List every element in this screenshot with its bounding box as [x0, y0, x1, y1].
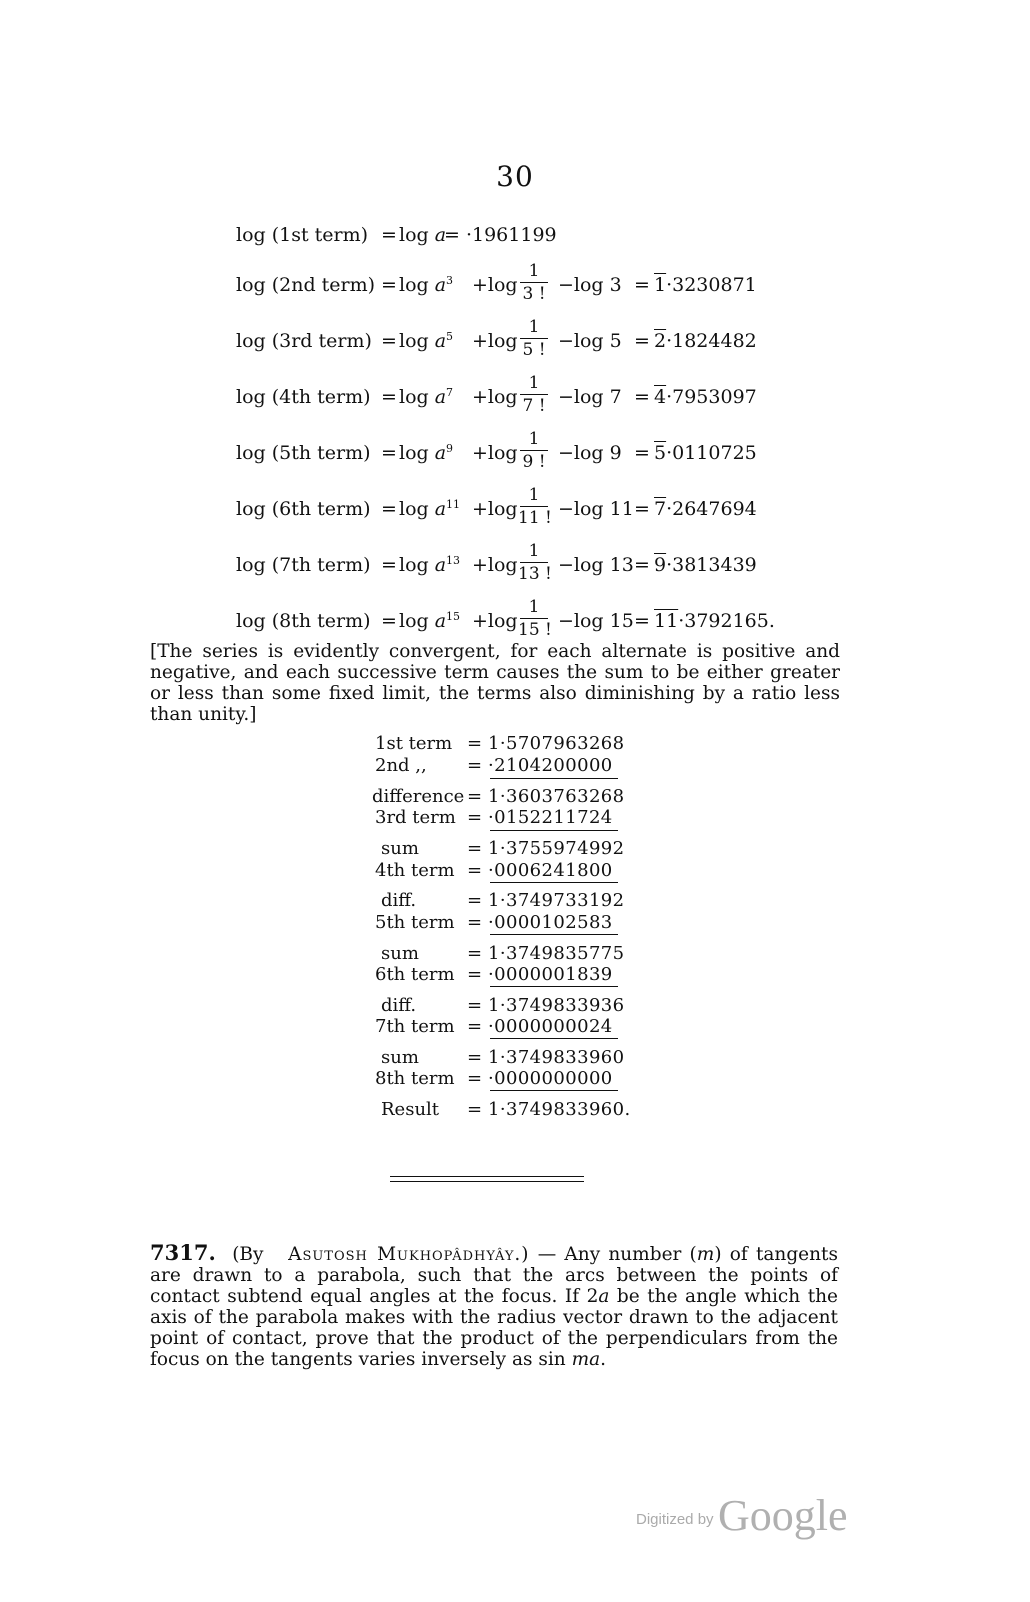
negative-characteristic: 11 — [654, 610, 679, 632]
negative-characteristic: 1 — [654, 274, 667, 296]
log-label: log (8th term) — [236, 610, 371, 632]
sum-row — [372, 860, 632, 882]
fraction — [518, 484, 550, 529]
log-a — [399, 554, 460, 576]
fraction-numerator: 1 — [528, 261, 540, 281]
fraction-numerator: 1 — [528, 485, 540, 505]
exponent: 5 — [446, 330, 454, 343]
sum-underline — [490, 778, 618, 779]
fraction — [518, 540, 550, 585]
exponent: 11 — [446, 498, 461, 511]
sum-value: ·0000102583 — [488, 912, 613, 933]
equals-sign: = — [467, 964, 483, 985]
fraction-denominator: 7 ! — [522, 396, 546, 416]
sum-underline — [490, 830, 618, 831]
result-mantissa: ·7953097 — [666, 386, 757, 408]
equals-sign: = — [467, 755, 483, 776]
minus-log: −log 9 — [558, 442, 622, 464]
sum-row — [372, 964, 632, 986]
log-label: log (6th term) — [236, 498, 371, 520]
log-a-text: log a — [399, 610, 447, 632]
equals-sign: = — [467, 1047, 483, 1068]
log-a — [399, 610, 460, 632]
sum-value: ·0006241800 — [488, 860, 613, 881]
equals-sign: = — [634, 498, 650, 520]
fraction-denominator: 13 ! — [518, 564, 552, 584]
result-mantissa: ·3813439 — [666, 554, 757, 576]
sum-row — [372, 890, 632, 912]
fraction — [518, 596, 550, 641]
result-value: ·1961199 — [465, 224, 557, 246]
page-number: 30 — [496, 160, 534, 193]
fraction-numerator: 1 — [528, 541, 540, 561]
variable-a: a — [434, 442, 447, 464]
equals-sign: = — [634, 442, 650, 464]
equals-sign: = — [467, 807, 483, 828]
problem-by: (By — [232, 1244, 264, 1265]
result-mantissa: ·2647694 — [666, 498, 757, 520]
result-sign: = — [444, 224, 460, 246]
log-label: log (2nd term) — [236, 274, 376, 296]
sum-row — [372, 912, 632, 934]
negative-characteristic: 7 — [654, 498, 667, 520]
minus-log: −log 7 — [558, 386, 622, 408]
sum-label: diff. — [381, 995, 417, 1016]
plus-log: +log — [472, 386, 518, 408]
variable-a: a — [434, 274, 447, 296]
fraction-denominator: 9 ! — [522, 452, 546, 472]
equals-sign: = — [467, 1016, 483, 1037]
negative-characteristic: 2 — [654, 330, 667, 352]
log-a-text: log a — [399, 442, 447, 464]
plus-log: +log — [472, 498, 518, 520]
double-rule — [390, 1176, 584, 1182]
sum-label: 7th term — [375, 1016, 455, 1037]
sum-row — [372, 1047, 632, 1069]
sum-row — [372, 755, 632, 777]
result-mantissa: ·3792165. — [678, 610, 775, 632]
log-a-text: log a — [399, 224, 447, 246]
equals-sign: = — [467, 733, 483, 754]
sum-row — [372, 733, 632, 755]
equals-sign: = — [634, 554, 650, 576]
equals-sign: = — [381, 224, 397, 246]
equals-sign: = — [381, 386, 397, 408]
sum-underline — [490, 1038, 618, 1039]
equals-sign: = — [634, 330, 650, 352]
equals-sign: = — [381, 442, 397, 464]
exponent: 3 — [446, 274, 454, 287]
negative-characteristic: 9 — [654, 554, 667, 576]
log-result — [654, 442, 757, 464]
sum-row — [372, 1099, 632, 1121]
equals-sign: = — [467, 860, 483, 881]
sum-value: ·0000000024 — [488, 1016, 613, 1037]
variable-a: a — [434, 386, 447, 408]
sum-label: 5th term — [375, 912, 455, 933]
log-a-text: log a — [399, 386, 447, 408]
minus-log: −log 13 — [558, 554, 634, 576]
plus-log: +log — [472, 610, 518, 632]
problem-text-3: be the angle which the axis of the parabola makes with the radius vector drawn to the adjacent point of contact, prove that the product of the perpendiculars from the focus on the tangents varies inversely as sin — [150, 1286, 838, 1370]
fraction-denominator: 15 ! — [518, 620, 552, 640]
problem-7317 — [150, 1242, 838, 1370]
sum-label: Result — [381, 1099, 440, 1120]
sum-row — [372, 1068, 632, 1090]
equals-sign: = — [381, 554, 397, 576]
sum-value: 1·3755974992 — [488, 838, 625, 859]
problem-m: m — [696, 1244, 715, 1265]
fraction-numerator: 1 — [528, 429, 540, 449]
negative-characteristic: 4 — [654, 386, 667, 408]
variable-a: a — [434, 498, 447, 520]
result-mantissa: ·0110725 — [666, 442, 757, 464]
sum-label: difference — [372, 786, 465, 807]
equals-sign: = — [467, 943, 483, 964]
log-row — [236, 372, 796, 422]
log-a-text: log a — [399, 274, 447, 296]
variable-a: a — [434, 610, 447, 632]
problem-number: 7317. — [150, 1240, 216, 1265]
sum-value: ·2104200000 — [488, 755, 613, 776]
sum-label: sum — [381, 1047, 419, 1068]
equals-sign: = — [467, 1068, 483, 1089]
log-a — [399, 274, 453, 296]
sum-label: sum — [381, 943, 419, 964]
sum-label: 2nd ,, — [375, 755, 427, 776]
log-a — [399, 498, 460, 520]
log-label: log (3rd term) — [236, 330, 372, 352]
exponent: 9 — [446, 442, 454, 455]
equals-sign: = — [467, 995, 483, 1016]
result-mantissa: ·1824482 — [666, 330, 757, 352]
equals-sign: = — [467, 1099, 483, 1120]
log-row — [236, 484, 796, 534]
sum-value: 1·3749833960. — [488, 1099, 631, 1120]
sum-value: 1·3749833960 — [488, 1047, 625, 1068]
log-a — [399, 330, 453, 352]
sum-underline — [490, 1090, 618, 1091]
sum-underline — [490, 882, 618, 883]
fraction-denominator: 5 ! — [522, 340, 546, 360]
plus-log: +log — [472, 442, 518, 464]
sum-value: 1·5707963268 — [488, 733, 625, 754]
sum-row — [372, 1016, 632, 1038]
plus-log: +log — [472, 274, 518, 296]
fraction — [518, 316, 550, 361]
negative-characteristic: 5 — [654, 442, 667, 464]
log-label: log (7th term) — [236, 554, 371, 576]
sum-value: 1·3749733192 — [488, 890, 625, 911]
fraction — [518, 260, 550, 305]
sum-label: diff. — [381, 890, 417, 911]
fraction-numerator: 1 — [528, 317, 540, 337]
problem-author: Asutosh Mukhopâdhyây.) — [288, 1244, 530, 1265]
fraction — [518, 372, 550, 417]
problem-text-1: — Any number ( — [529, 1244, 697, 1265]
sum-label: 6th term — [375, 964, 455, 985]
log-row — [236, 260, 796, 310]
sum-row — [372, 786, 632, 808]
plus-log: +log — [472, 554, 518, 576]
minus-log: −log 15 — [558, 610, 634, 632]
equals-sign: = — [634, 610, 650, 632]
log-a-text: log a — [399, 554, 447, 576]
sum-value: 1·3749835775 — [488, 943, 625, 964]
fraction — [518, 428, 550, 473]
minus-log: −log 11 — [558, 498, 634, 520]
exponent: 13 — [446, 554, 461, 567]
fraction-denominator: 11 ! — [518, 508, 552, 528]
watermark-small: Digitized by — [636, 1511, 714, 1528]
equals-sign: = — [467, 912, 483, 933]
convergence-note: [The series is evidently convergent, for each alternate is positive and negative, and each successive term causes the sum to be either greater or less than some fixed limit, the terms also diminishing by a ratio less than unity.] — [150, 641, 840, 725]
log-label: log (4th term) — [236, 386, 371, 408]
log-a-text: log a — [399, 330, 447, 352]
log-a — [399, 224, 446, 246]
google-watermark — [636, 1490, 848, 1541]
log-row — [236, 540, 796, 590]
sum-underline — [490, 934, 618, 935]
log-result — [654, 330, 757, 352]
variable-a: a — [434, 330, 447, 352]
equals-sign: = — [467, 786, 483, 807]
log-label: log (5th term) — [236, 442, 371, 464]
minus-log: −log 3 — [558, 274, 622, 296]
sum-value: 1·3603763268 — [488, 786, 625, 807]
log-result — [444, 224, 557, 246]
sum-row — [372, 943, 632, 965]
equals-sign: = — [381, 330, 397, 352]
minus-log: −log 5 — [558, 330, 622, 352]
log-result — [654, 274, 757, 296]
sum-label: 3rd term — [375, 807, 456, 828]
fraction-numerator: 1 — [528, 373, 540, 393]
log-result — [654, 386, 757, 408]
sum-label: 4th term — [375, 860, 455, 881]
log-a-text: log a — [399, 498, 447, 520]
log-result — [654, 498, 757, 520]
log-row — [236, 428, 796, 478]
sum-value: 1·3749833936 — [488, 995, 625, 1016]
fraction-numerator: 1 — [528, 597, 540, 617]
log-result — [654, 554, 757, 576]
log-a — [399, 386, 453, 408]
equals-sign: = — [381, 498, 397, 520]
fraction-denominator: 3 ! — [522, 284, 546, 304]
sum-row — [372, 807, 632, 829]
problem-text-2: ) of tangents are drawn to a parabola, such that the arcs between the points of contact subtend equal angles at the focus. If 2 — [150, 1244, 838, 1307]
exponent: 15 — [446, 610, 461, 623]
equals-sign: = — [634, 274, 650, 296]
sum-label: 1st term — [375, 733, 453, 754]
log-row — [236, 316, 796, 366]
equals-sign: = — [381, 274, 397, 296]
equals-sign: = — [634, 386, 650, 408]
sum-label: sum — [381, 838, 419, 859]
result-mantissa: ·3230871 — [666, 274, 757, 296]
variable-a: a — [434, 224, 447, 246]
problem-ma: ma — [571, 1349, 601, 1370]
problem-text-4: . — [600, 1349, 607, 1370]
sum-label: 8th term — [375, 1068, 455, 1089]
sum-underline — [490, 986, 618, 987]
sum-value: ·0000000000 — [488, 1068, 613, 1089]
log-row — [236, 596, 796, 646]
equals-sign: = — [467, 838, 483, 859]
plus-log: +log — [472, 330, 518, 352]
sum-row — [372, 995, 632, 1017]
equals-sign: = — [381, 610, 397, 632]
sum-row — [372, 838, 632, 860]
equals-sign: = — [467, 890, 483, 911]
log-result — [654, 610, 775, 632]
variable-a: a — [434, 554, 447, 576]
exponent: 7 — [446, 386, 454, 399]
sum-value: ·0152211724 — [488, 807, 613, 828]
watermark-big: Google — [718, 1491, 848, 1540]
sum-value: ·0000001839 — [488, 964, 613, 985]
problem-alpha: a — [598, 1286, 610, 1307]
log-label: log (1st term) — [236, 224, 369, 246]
log-a — [399, 442, 453, 464]
